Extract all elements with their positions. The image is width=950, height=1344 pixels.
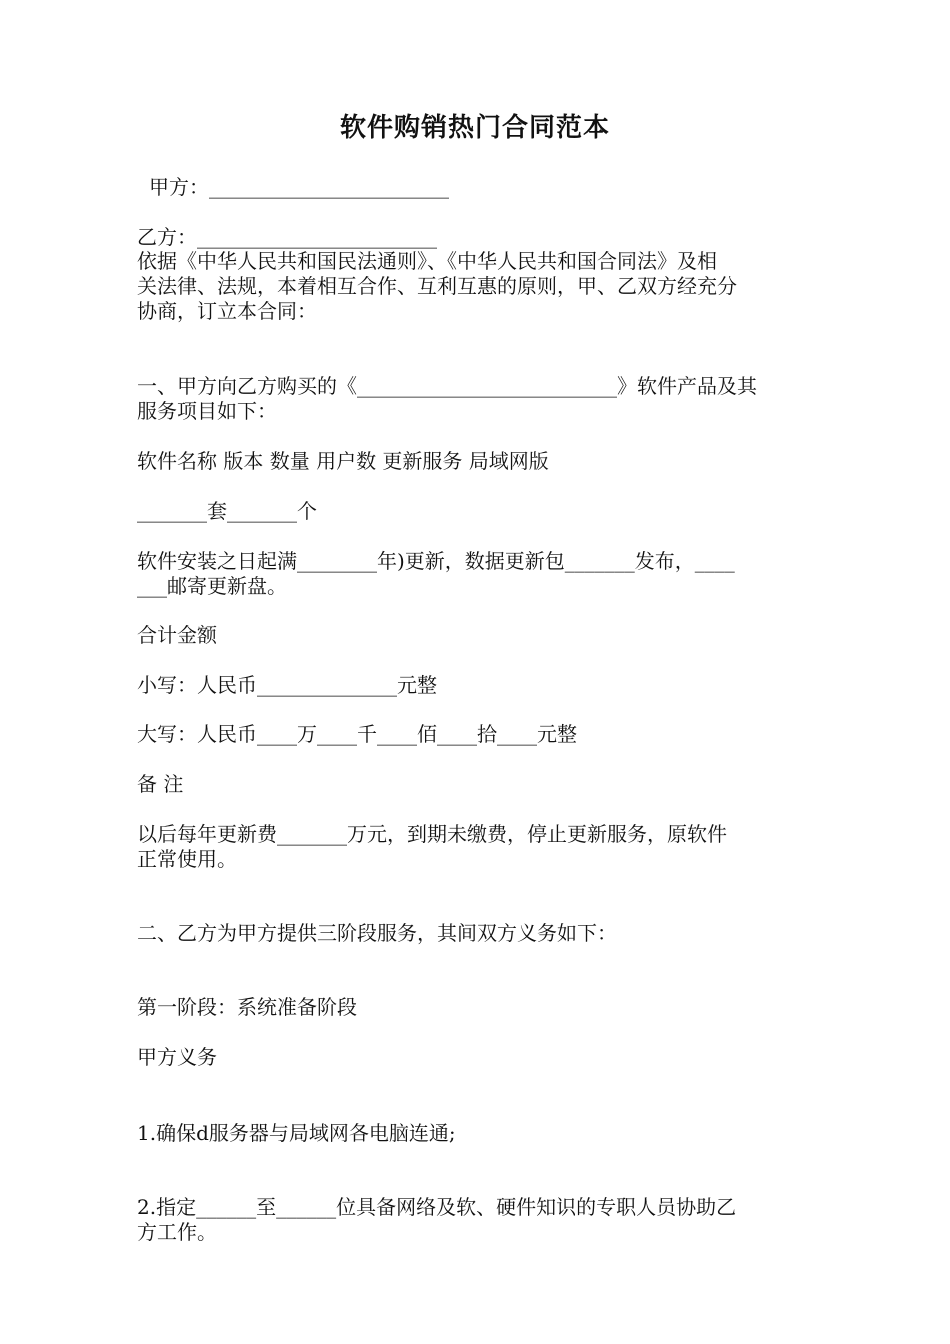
- lowercase-amount-line: 小写：人民币______________元整: [137, 673, 437, 697]
- install-paragraph: [137, 549, 817, 599]
- intro-line-1: 依据《中华人民共和国民法通则》、《中华人民共和国合同法》及相: [137, 249, 717, 273]
- intro-paragraph: [137, 249, 817, 324]
- party-b-line: 乙方：________________________: [137, 225, 437, 249]
- install-line-2: ___邮寄更新盘。: [137, 574, 287, 598]
- table-header-line: 软件名称 版本 数量 用户数 更新服务 局域网版: [137, 449, 549, 473]
- renewal-line-1: 以后每年更新费_______万元，到期未缴费，停止更新服务，原软件: [137, 822, 727, 846]
- party-a-duties-heading: 甲方义务: [137, 1045, 217, 1069]
- document-title: 软件购销热门合同范本: [339, 113, 610, 143]
- stage-1-heading: 第一阶段：系统准备阶段: [137, 995, 357, 1019]
- intro-line-3: 协商，订立本合同：: [137, 299, 317, 323]
- units-line: _______套_______个: [137, 499, 317, 523]
- section-1-paragraph: [137, 374, 817, 424]
- duty-item-2: [137, 1195, 817, 1245]
- remark-label: 备 注: [137, 772, 184, 796]
- duty-item-1: 1.确保d服务器与局域网各电脑连通;: [137, 1121, 456, 1145]
- section-1-line-1: 一、甲方向乙方购买的《__________________________》软件产品及其: [137, 374, 757, 398]
- renewal-line-2: 正常使用。: [137, 847, 237, 871]
- uppercase-amount-line: 大写：人民币____万____千____佰____拾____元整: [137, 722, 577, 746]
- party-a-line: 甲方：________________________: [149, 175, 449, 199]
- duty-item-2-line-1: 2.指定______至______位具备网络及软、硬件知识的专职人员协助乙: [137, 1195, 737, 1219]
- total-amount-label: 合计金额: [137, 623, 217, 647]
- renewal-paragraph: [137, 822, 817, 872]
- section-1-line-2: 服务项目如下：: [137, 399, 277, 423]
- section-2-heading: 二、乙方为甲方提供三阶段服务，其间双方义务如下：: [137, 921, 617, 945]
- intro-line-2: 关法律、法规，本着相互合作、互利互惠的原则，甲、乙双方经充分: [137, 274, 737, 298]
- install-line-1: 软件安装之日起满________年)更新，数据更新包_______发布，____: [137, 549, 735, 573]
- duty-item-2-line-2: 方工作。: [137, 1220, 217, 1244]
